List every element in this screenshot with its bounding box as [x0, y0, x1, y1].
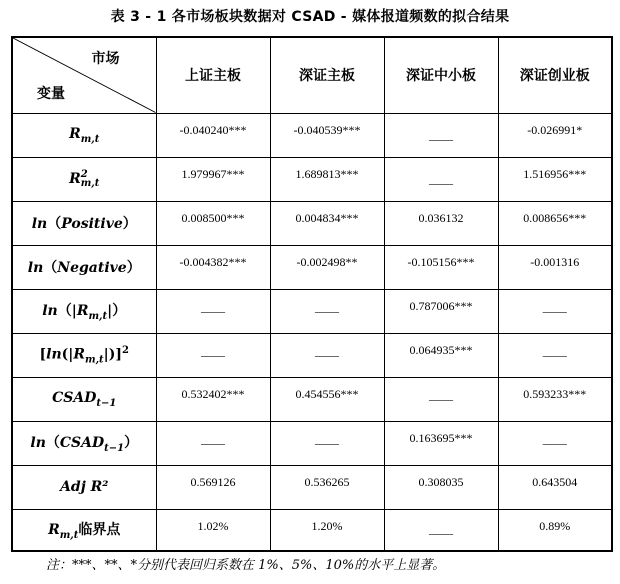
table-cell: —— — [498, 421, 612, 465]
column-header: 深证主板 — [270, 37, 384, 113]
table-cell: 1.02% — [156, 509, 270, 551]
table-cell: -0.001316 — [498, 245, 612, 289]
table-cell: 0.163695*** — [384, 421, 498, 465]
table-cell: 1.979967*** — [156, 157, 270, 201]
column-header: 上证主板 — [156, 37, 270, 113]
row-label: ln（Negative） — [12, 245, 156, 289]
table-cell: -0.004382*** — [156, 245, 270, 289]
row-label: $R_{m,t}$临界点 — [12, 509, 156, 551]
column-header: 深证创业板 — [498, 37, 612, 113]
table-cell: 0.008656*** — [498, 201, 612, 245]
table-cell: 0.308035 — [384, 465, 498, 509]
table-row — [12, 157, 612, 201]
table-note: 注：***、**、*分别代表回归系数在 1%、5%、10%的水平上显著。 — [46, 558, 446, 573]
table-cell: —— — [270, 333, 384, 377]
table-cell: 0.593233*** — [498, 377, 612, 421]
table-cell: 0.036132 — [384, 201, 498, 245]
table-cell: ____ — [384, 113, 498, 157]
table-cell: —— — [156, 289, 270, 333]
table-cell: 1.689813*** — [270, 157, 384, 201]
table-cell: -0.040539*** — [270, 113, 384, 157]
table-cell: 0.004834*** — [270, 201, 384, 245]
table-row — [12, 245, 612, 289]
row-label: $CSAD_{t-1}$ — [12, 377, 156, 421]
diagonal-line — [13, 38, 156, 113]
table-cell: -0.040240*** — [156, 113, 270, 157]
table-cell: —— — [498, 289, 612, 333]
table-row — [12, 113, 612, 157]
table-cell: ____ — [384, 509, 498, 551]
table-cell: —— — [270, 289, 384, 333]
row-label: ln（Positive） — [12, 201, 156, 245]
table-cell: —— — [156, 333, 270, 377]
row-label: $\ln(CSAD_{t-1})$ — [12, 421, 156, 465]
table-row — [12, 289, 612, 333]
table-cell: —— — [384, 377, 498, 421]
header-row — [12, 37, 612, 113]
table-row — [12, 509, 612, 551]
table-cell: -0.105156*** — [384, 245, 498, 289]
row-label: $\ln(|R_{m,t}|)$ — [12, 289, 156, 333]
table-cell: 0.532402*** — [156, 377, 270, 421]
table-cell: 0.787006*** — [384, 289, 498, 333]
table-row — [12, 377, 612, 421]
row-label: R 2 m,t — [12, 157, 156, 201]
table-row — [12, 465, 612, 509]
table-row — [12, 201, 612, 245]
row-label: Adj R² — [12, 465, 156, 509]
table-cell: —— — [498, 333, 612, 377]
table-cell: 0.008500*** — [156, 201, 270, 245]
table-cell: -0.002498** — [270, 245, 384, 289]
table-cell: 0.89% — [498, 509, 612, 551]
table-cell: 0.064935*** — [384, 333, 498, 377]
table-cell: -0.026991* — [498, 113, 612, 157]
table-cell: —— — [270, 421, 384, 465]
table-cell: 1.516956*** — [498, 157, 612, 201]
table-cell: 0.454556*** — [270, 377, 384, 421]
table-row — [12, 333, 612, 377]
row-label: $R_{m,t}$ — [12, 113, 156, 157]
table-row — [12, 421, 612, 465]
table-cell: 0.643504 — [498, 465, 612, 509]
table-cell: 0.536265 — [270, 465, 384, 509]
row-label: $[\ln(|R_{m,t}|)]^2$ — [12, 333, 156, 377]
regression-table — [11, 36, 613, 552]
table-cell: ____ — [384, 157, 498, 201]
corner-variable-label: 变量 — [37, 85, 65, 102]
table-cell: 1.20% — [270, 509, 384, 551]
table-title: 表 3 - 1 各市场板块数据对 CSAD - 媒体报道频数的拟合结果 — [110, 9, 510, 25]
corner-cell — [12, 37, 156, 113]
table-cell: —— — [156, 421, 270, 465]
corner-market-label: 市场 — [91, 51, 120, 67]
column-header: 深证中小板 — [384, 37, 498, 113]
table-cell: 0.569126 — [156, 465, 270, 509]
